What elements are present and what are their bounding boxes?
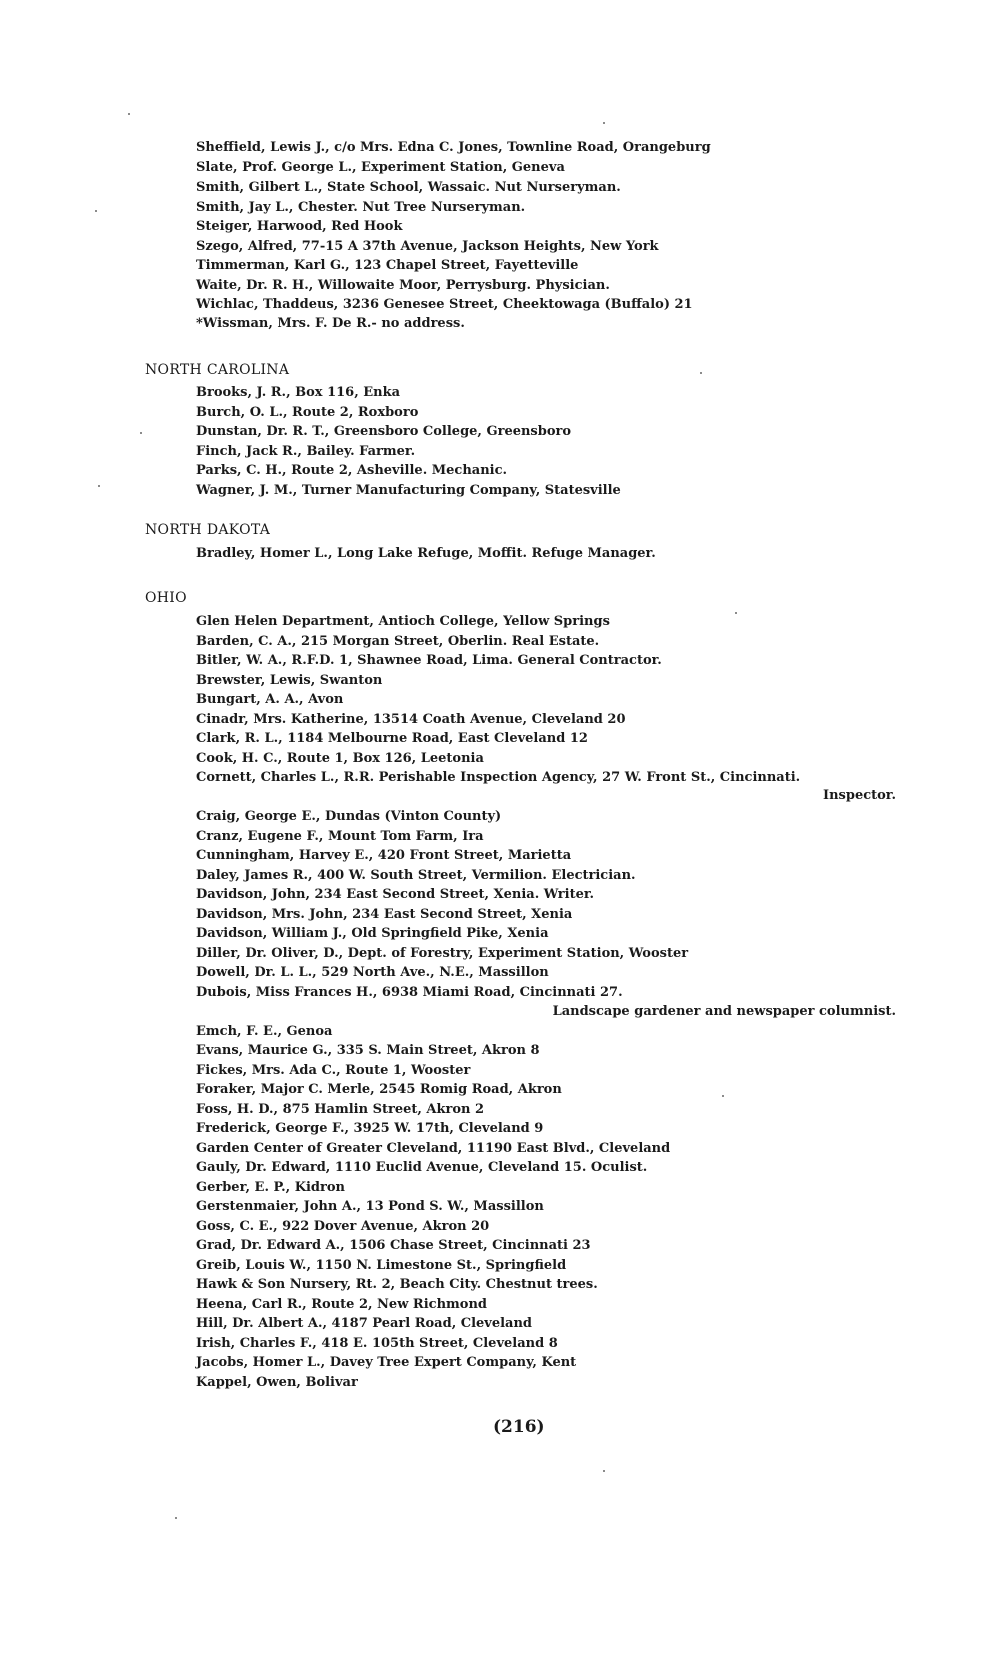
state-heading: NORTH DAKOTA [145, 522, 271, 538]
state-heading: NORTH CAROLINA [145, 362, 290, 378]
listing-entry: Barden, C. A., 215 Morgan Street, Oberlin. Real Estate. [196, 634, 600, 649]
listing-entry: Bitler, W. A., R.F.D. 1, Shawnee Road, Lima. General Contractor. [196, 653, 662, 668]
page-number: (216) [493, 1417, 545, 1437]
listing-entry: Gauly, Dr. Edward, 1110 Euclid Avenue, Cleveland 15. Oculist. [196, 1160, 648, 1175]
listing-entry: Dubois, Miss Frances H., 6938 Miami Road, Cincinnati 27. [196, 985, 623, 1000]
listing-entry-continuation: Inspector. [823, 788, 896, 803]
listing-entry: Hill, Dr. Albert A., 4187 Pearl Road, Cleveland [196, 1316, 533, 1331]
listing-entry: Grad, Dr. Edward A., 1506 Chase Street, Cincinnati 23 [196, 1238, 591, 1253]
scan-speck [735, 612, 737, 614]
scan-speck [98, 485, 100, 487]
listing-entry: Parks, C. H., Route 2, Asheville. Mechanic. [196, 463, 508, 478]
listing-entry: Szego, Alfred, 77-15 A 37th Avenue, Jackson Heights, New York [196, 239, 659, 254]
scan-speck [722, 1095, 724, 1097]
listing-entry: Foss, H. D., 875 Hamlin Street, Akron 2 [196, 1102, 485, 1117]
listing-entry: Wichlac, Thaddeus, 3236 Genesee Street, Cheektowaga (Buffalo) 21 [196, 297, 693, 312]
listing-entry: Greib, Louis W., 1150 N. Limestone St., Springfield [196, 1258, 567, 1273]
listing-entry: Davidson, William J., Old Springfield Pike, Xenia [196, 926, 549, 941]
listing-entry: Clark, R. L., 1184 Melbourne Road, East Cleveland 12 [196, 731, 588, 746]
scan-speck [603, 122, 605, 124]
listing-entry: Irish, Charles F., 418 E. 105th Street, Cleveland 8 [196, 1336, 558, 1351]
listing-entry: Cook, H. C., Route 1, Box 126, Leetonia [196, 751, 484, 766]
listing-entry: Frederick, George F., 3925 W. 17th, Cleveland 9 [196, 1121, 544, 1136]
listing-entry: Jacobs, Homer L., Davey Tree Expert Company, Kent [196, 1355, 577, 1370]
listing-entry: Brewster, Lewis, Swanton [196, 673, 383, 688]
scan-speck [95, 210, 97, 212]
listing-entry: Davidson, John, 234 East Second Street, Xenia. Writer. [196, 887, 595, 902]
listing-entry: Wagner, J. M., Turner Manufacturing Company, Statesville [196, 483, 621, 498]
listing-entry: Heena, Carl R., Route 2, New Richmond [196, 1297, 487, 1312]
listing-entry: Kappel, Owen, Bolivar [196, 1375, 358, 1390]
listing-entry: Daley, James R., 400 W. South Street, Vermilion. Electrician. [196, 868, 636, 883]
listing-entry: Fickes, Mrs. Ada C., Route 1, Wooster [196, 1063, 471, 1078]
listing-entry: Davidson, Mrs. John, 234 East Second Street, Xenia [196, 907, 573, 922]
listing-entry: Bungart, A. A., Avon [196, 692, 344, 707]
listing-entry: Foraker, Major C. Merle, 2545 Romig Road, Akron [196, 1082, 562, 1097]
listing-entry: Emch, F. E., Genoa [196, 1024, 333, 1039]
scan-speck [128, 113, 130, 115]
listing-entry: Waite, Dr. R. H., Willowaite Moor, Perrysburg. Physician. [196, 278, 610, 293]
listing-entry: Dowell, Dr. L. L., 529 North Ave., N.E., Massillon [196, 965, 549, 980]
listing-entry: Cranz, Eugene F., Mount Tom Farm, Ira [196, 829, 484, 844]
scan-speck [140, 432, 142, 434]
listing-entry: Cinadr, Mrs. Katherine, 13514 Coath Avenue, Cleveland 20 [196, 712, 626, 727]
listing-entry: Glen Helen Department, Antioch College, Yellow Springs [196, 614, 610, 629]
scan-speck [700, 372, 702, 374]
scan-speck [175, 1517, 177, 1519]
scan-speck [603, 1470, 605, 1472]
listing-entry: Burch, O. L., Route 2, Roxboro [196, 405, 419, 420]
listing-entry: Cunningham, Harvey E., 420 Front Street, Marietta [196, 848, 572, 863]
listing-entry: Goss, C. E., 922 Dover Avenue, Akron 20 [196, 1219, 490, 1234]
listing-entry: Finch, Jack R., Bailey. Farmer. [196, 444, 416, 459]
listing-entry: Sheffield, Lewis J., c/o Mrs. Edna C. Jones, Townline Road, Orangeburg [196, 140, 711, 155]
listing-entry: Smith, Gilbert L., State School, Wassaic. Nut Nurseryman. [196, 180, 621, 195]
listing-entry: Steiger, Harwood, Red Hook [196, 219, 403, 234]
listing-entry: Gerber, E. P., Kidron [196, 1180, 345, 1195]
listing-entry: Cornett, Charles L., R.R. Perishable Inspection Agency, 27 W. Front St., Cincinnati. [196, 770, 801, 785]
listing-entry: Craig, George E., Dundas (Vinton County) [196, 809, 502, 824]
listing-entry: Gerstenmaier, John A., 13 Pond S. W., Massillon [196, 1199, 544, 1214]
listing-entry: Garden Center of Greater Cleveland, 11190 East Blvd., Cleveland [196, 1141, 671, 1156]
listing-entry-continuation: Landscape gardener and newspaper columnist. [552, 1004, 896, 1019]
listing-entry: Evans, Maurice G., 335 S. Main Street, Akron 8 [196, 1043, 540, 1058]
listing-entry: Diller, Dr. Oliver, D., Dept. of Forestry, Experiment Station, Wooster [196, 946, 689, 961]
listing-entry: Smith, Jay L., Chester. Nut Tree Nurseryman. [196, 200, 526, 215]
listing-entry: Dunstan, Dr. R. T., Greensboro College, Greensboro [196, 424, 572, 439]
listing-entry: *Wissman, Mrs. F. De R.- no address. [196, 316, 465, 331]
listing-entry: Brooks, J. R., Box 116, Enka [196, 385, 401, 400]
listing-entry: Slate, Prof. George L., Experiment Station, Geneva [196, 160, 565, 175]
listing-entry: Hawk & Son Nursery, Rt. 2, Beach City. Chestnut trees. [196, 1277, 598, 1292]
listing-entry: Timmerman, Karl G., 123 Chapel Street, Fayetteville [196, 258, 579, 273]
state-heading: OHIO [145, 590, 187, 606]
listing-entry: Bradley, Homer L., Long Lake Refuge, Moffit. Refuge Manager. [196, 546, 656, 561]
